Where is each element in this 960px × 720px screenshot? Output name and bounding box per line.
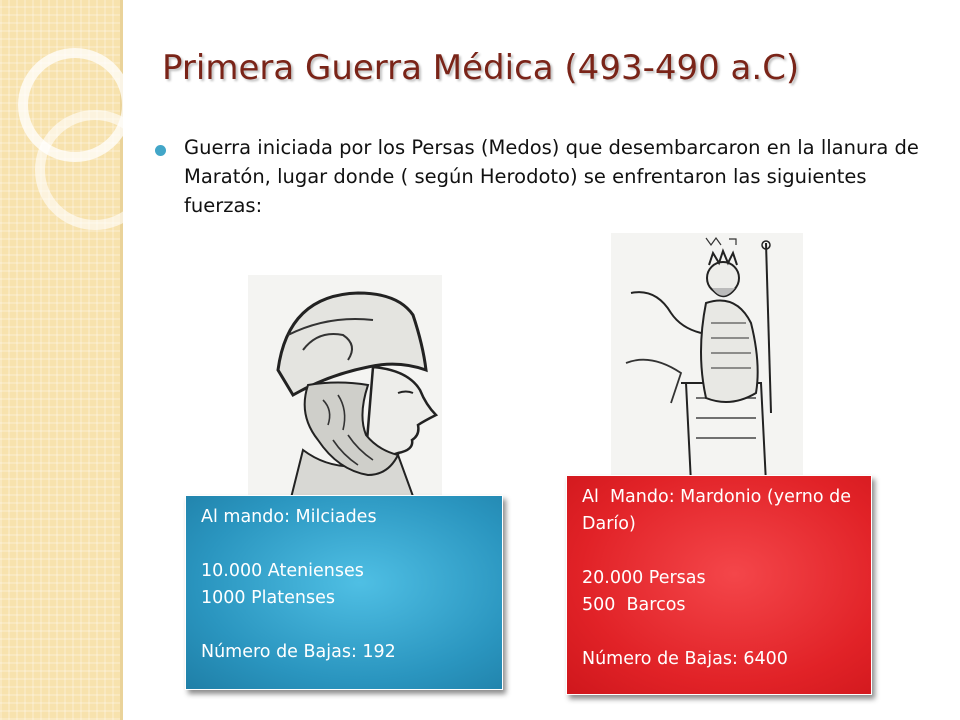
persian-forces-box [566,475,872,695]
persian-ships-text: 500 Barcos [582,595,686,615]
greek-casualties-text: Número de Bajas: 192 [201,642,396,662]
greek-commander-text: Al mando: Milciades [201,507,377,527]
greek-spacer [201,612,487,639]
milciades-portrait-image [248,275,442,510]
decorative-circles [0,0,125,260]
bullet-item [155,133,925,220]
greek-spacer [201,531,487,558]
persian-commander-text: Al Mando: Mardonio (yerno de Darío) [582,487,857,534]
persian-spacer [582,538,856,565]
dario-portrait-image [611,233,803,483]
greek-forces-box [185,495,503,690]
persian-spacer [582,619,856,646]
bullet-dot-icon [155,145,166,156]
greek-athenians-text: 10.000 Atenienses [201,561,364,581]
bullet-text: Guerra iniciada por los Persas (Medos) que desembarcaron en la llanura de Maratón, lugar donde ( según Herodoto) se enfrentaron las siguientes fuerzas: [184,136,919,217]
greek-plataeans-text: 1000 Platenses [201,588,335,608]
persian-casualties-text: Número de Bajas: 6400 [582,649,788,669]
slide-title: Primera Guerra Médica (493-490 a.C) [162,48,800,88]
persian-troops-text: 20.000 Persas [582,568,706,588]
